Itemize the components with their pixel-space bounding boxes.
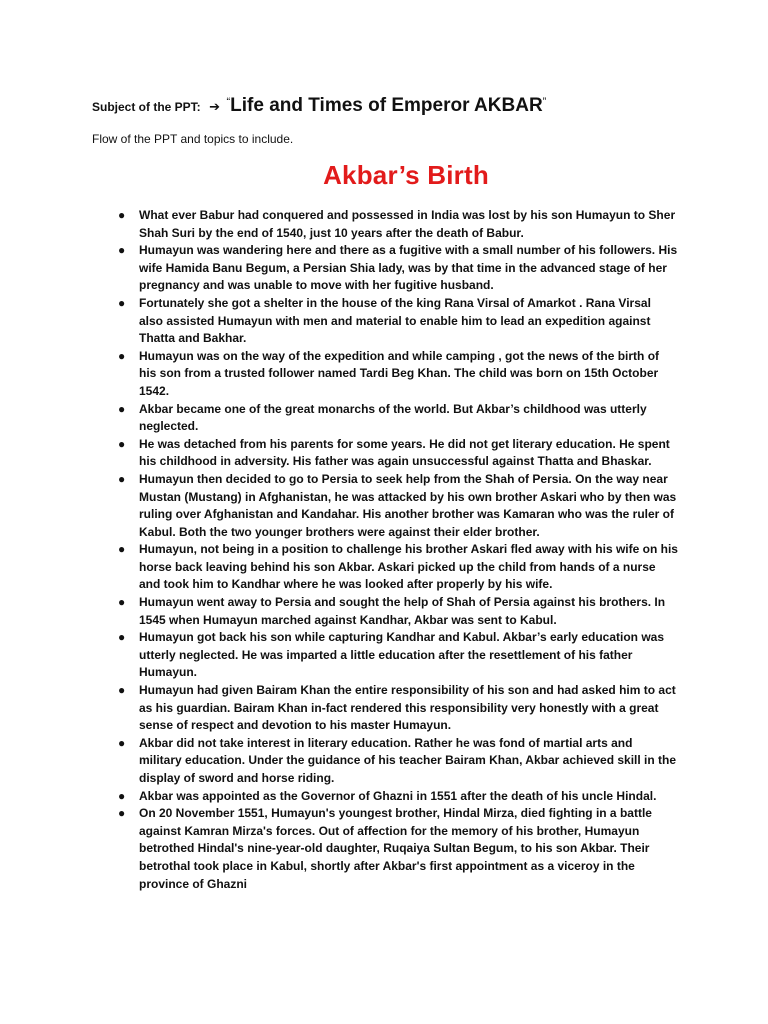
flow-description: Flow of the PPT and topics to include. <box>92 132 294 146</box>
bullet-icon: ● <box>118 471 126 486</box>
list-item-text: Humayun went away to Persia and sought the help of Shah of Persia against his brothers. In 1545 when Humayun marched against Kandhar, Akbar was sent to Kabul. <box>139 595 666 627</box>
list-item-text: On 20 November 1551, Humayun's youngest brother, Hindal Mirza, died fighting in a battle against Kamran Mirza's forces. Out of affection for the memory of his brother, Humayun betrothed Hindal's nine-year-old daughter, Ruqaiya Sultan Begum, to his son Akbar. Their betrothal took place in Kabul, shortly after Akbar's first appointment as a viceroy in the province of Ghazni <box>139 806 652 891</box>
bullet-icon: ● <box>118 630 126 645</box>
list-item <box>118 805 678 893</box>
section-heading: Akbar’s Birth <box>323 160 489 190</box>
bullet-list <box>118 207 678 893</box>
list-item-text: Humayun had given Bairam Khan the entire responsibility of his son and had asked him to act as his guardian. Bairam Khan in-fact rendered this responsibility very honestly with a great sense of respect and devotion to his master Humayun. <box>139 683 676 733</box>
list-item <box>118 401 678 436</box>
subject-label: Subject of the PPT: <box>92 100 201 114</box>
bullet-icon: ● <box>118 788 126 803</box>
list-item <box>118 629 678 682</box>
subject-title: Life and Times of Emperor AKBAR <box>230 95 543 116</box>
list-item-text: Akbar became one of the great monarchs of the world. But Akbar’s childhood was utterly neglected. <box>139 401 647 434</box>
list-item-text: He was detached from his parents for some years. He did not get literary education. He spent his childhood in adversity. His father was again unsuccessful against Thatta and Bhaskar. <box>139 436 670 469</box>
list-item <box>118 348 678 401</box>
bullet-icon: ● <box>118 542 126 557</box>
list-item-text: Humayun was wandering here and there as a fugitive with a small number of his followers. His wife Hamida Banu Begum, a Persian Shia lady, was by that time in the advanced stage of her pregnancy and was unable to move with her fugitive husband. <box>139 243 678 293</box>
list-item-text: Akbar did not take interest in literary education. Rather he was fond of martial arts and military education. Under the guidance of his teacher Bairam Khan, Akbar achieved skill in the display of sword and horse riding. <box>139 735 677 785</box>
list-item <box>118 242 678 295</box>
list-item-text: Humayun then decided to go to Persia to seek help from the Shah of Persia. On the way near Mustan (Mustang) in Afghanistan, he was attacked by his own brother Askari who by then was ruling over Afghanistan and Kandahar. His another brother was Kamaran who was the ruler of Kabul. Both the two younger brothers were against their elder brother. <box>139 471 677 539</box>
bullet-icon: ● <box>118 595 126 610</box>
right-arrow-icon: ➔ <box>209 99 221 114</box>
list-item-text: Humayun, not being in a position to challenge his brother Askari fled away with his wife on his horse back leaving behind his son Akbar. Askari picked up the child from hands of a nurse and took him to Kandhar where he was looked after properly by his wife. <box>139 542 678 592</box>
list-item <box>118 735 678 788</box>
bullet-icon: ● <box>118 208 126 222</box>
list-item <box>118 295 678 348</box>
bullet-icon: ● <box>118 436 126 451</box>
list-item-text: What ever Babur had conquered and possessed in India was lost by his son Humayun to Sher Shah Suri by the end of 1540, just 10 years after the death of Babur. <box>139 208 676 240</box>
quote-close: ” <box>542 96 547 108</box>
bullet-icon: ● <box>118 401 126 416</box>
subject-line <box>92 90 546 119</box>
list-item <box>118 682 678 735</box>
list-item <box>118 541 678 594</box>
bullet-icon: ● <box>118 243 126 258</box>
quote-open: “ <box>226 96 231 108</box>
bullet-icon: ● <box>118 295 126 310</box>
bullet-icon: ● <box>118 348 126 363</box>
list-item-text: Akbar was appointed as the Governor of Ghazni in 1551 after the death of his uncle Hindal. <box>139 788 657 803</box>
list-item-text: Humayun got back his son while capturing Kandhar and Kabul. Akbar’s early education was utterly neglected. He was imparted a little education after the resettlement of his father Humayun. <box>139 630 664 680</box>
bullet-icon: ● <box>118 683 126 698</box>
list-item <box>118 207 678 242</box>
list-item <box>118 788 678 806</box>
list-item <box>118 436 678 471</box>
list-item <box>118 594 678 629</box>
list-item-text: Humayun was on the way of the expedition and while camping , got the news of the birth of his son from a trusted follower named Tardi Beg Khan. The child was born on 15th October 1542. <box>139 348 660 398</box>
bullet-icon: ● <box>118 806 126 821</box>
list-item <box>118 471 678 541</box>
bullet-icon: ● <box>118 735 126 750</box>
list-item-text: Fortunately she got a shelter in the house of the king Rana Virsal of Amarkot . Rana Virsal also assisted Humayun with men and material to enable him to lead an expedition against Thatta and Bakhar. <box>139 295 651 346</box>
